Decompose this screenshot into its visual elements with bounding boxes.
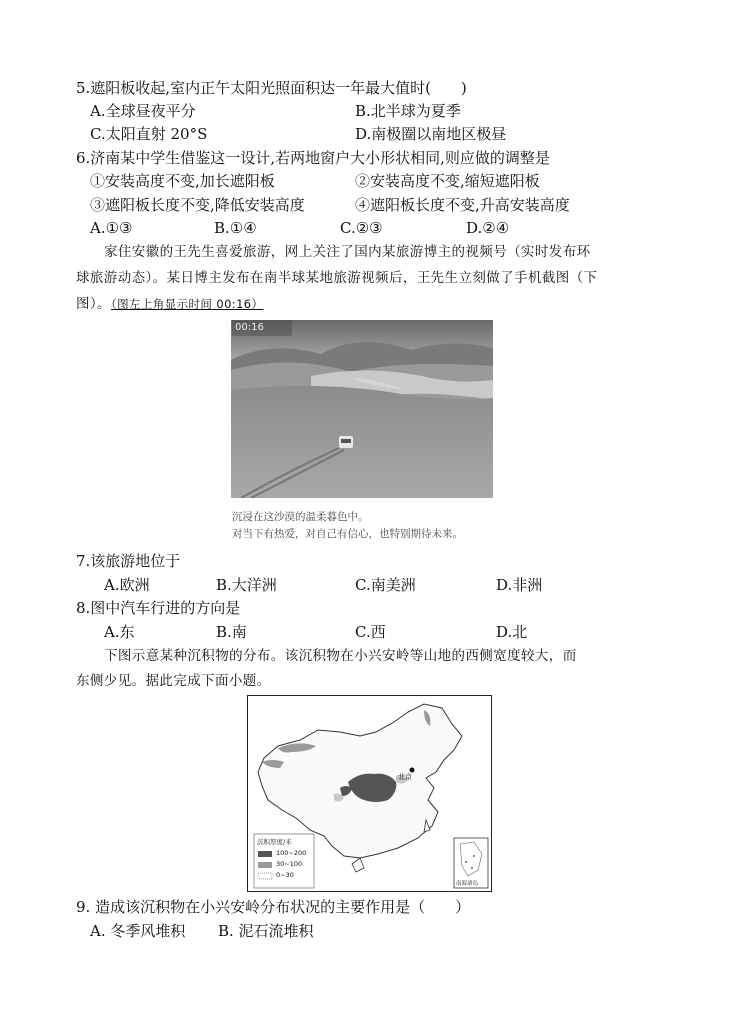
- passage1-line1: 家住安徽的王先生喜爱旅游，网上关注了国内某旅游博主的视频号（实时发布环: [104, 244, 591, 260]
- map-city-label: 北京: [398, 773, 412, 781]
- passage1-time-note: （图左上角显示时间 00:16）: [110, 297, 264, 311]
- q6-option-a: A.①③: [90, 219, 133, 237]
- q7-option-c: C.南美洲: [355, 576, 416, 594]
- legend-swatch-mid: [258, 862, 272, 868]
- inset-label: 南海诸岛: [456, 881, 479, 887]
- q6-statement-1: ①安装高度不变,加长遮阳板: [90, 172, 275, 190]
- legend-label-3: 0~30: [276, 871, 294, 879]
- q5-option-a: A.全球昼夜平分: [90, 102, 196, 120]
- q6-option-b: B.①④: [214, 219, 257, 237]
- q5-stem: 5.遮阳板收起,室内正午太阳光照面积达一年最大值时( ): [76, 79, 467, 97]
- legend-label-2: 30~100: [276, 860, 303, 868]
- legend-label-1: 100~200: [276, 849, 307, 857]
- q9-option-a: A. 冬季风堆积: [90, 922, 186, 940]
- legend-title: 沉积厚度/米: [257, 838, 292, 846]
- q7-option-b: B.大洋洲: [216, 576, 277, 594]
- passage1-line2: 球旅游动态）。某日博主发布在南半球某地旅游视频后，王先生立刻做了手机截图（下: [76, 270, 598, 286]
- q6-statement-2: ②安装高度不变,缩短遮阳板: [355, 172, 540, 190]
- q7-stem: 7.该旅游地位于: [76, 552, 181, 570]
- q6-option-c: C.②③: [340, 219, 383, 237]
- q6-statement-3: ③遮阳板长度不变,降低安装高度: [90, 196, 305, 214]
- q9-stem: 9. 造成该沉积物在小兴安岭分布状况的主要作用是（ ）: [76, 898, 471, 916]
- q8-option-d: D.北: [496, 623, 528, 641]
- photo-timestamp: 00:16: [235, 322, 264, 333]
- photo-caption-1: 沉浸在这沙漠的温柔暮色中。: [232, 511, 369, 523]
- q8-option-c: C.西: [355, 623, 386, 641]
- q9-option-b: B. 泥石流堆积: [218, 922, 314, 940]
- passage1-line3: [76, 294, 263, 314]
- q5-option-b: B.北半球为夏季: [355, 102, 461, 120]
- q6-statement-4: ④遮阳板长度不变,升高安装高度: [355, 196, 570, 214]
- q7-option-d: D.非洲: [496, 576, 543, 594]
- q6-option-d: D.②④: [466, 219, 510, 237]
- q6-stem: 6.济南某中学生借鉴这一设计,若两地窗户大小形状相同,则应做的调整是: [76, 149, 550, 167]
- desert-scene: [231, 320, 493, 498]
- q8-option-a: A.东: [104, 623, 135, 641]
- desert-photo: [231, 320, 493, 498]
- q8-stem: 8.图中汽车行进的方向是: [76, 599, 241, 617]
- passage1-line3-start: 图）。: [76, 296, 111, 312]
- q5-option-c: C.太阳直射 20°S: [90, 125, 208, 143]
- legend-swatch-light: [258, 873, 272, 879]
- sediment-map: [247, 695, 492, 892]
- legend-swatch-dark: [258, 851, 272, 857]
- passage2-line2: 东侧少见。据此完成下面小题。: [76, 673, 271, 689]
- q7-option-a: A.欧洲: [104, 576, 150, 594]
- passage2-line1: 下图示意某种沉积物的分布。该沉积物在小兴安岭等山地的西侧宽度较大，而: [104, 648, 577, 664]
- q8-option-b: B.南: [216, 623, 247, 641]
- photo-caption-2: 对当下有热爱，对自己有信心，也特别期待未来。: [232, 528, 463, 540]
- q5-option-d: D.南极圈以南地区极昼: [355, 125, 507, 143]
